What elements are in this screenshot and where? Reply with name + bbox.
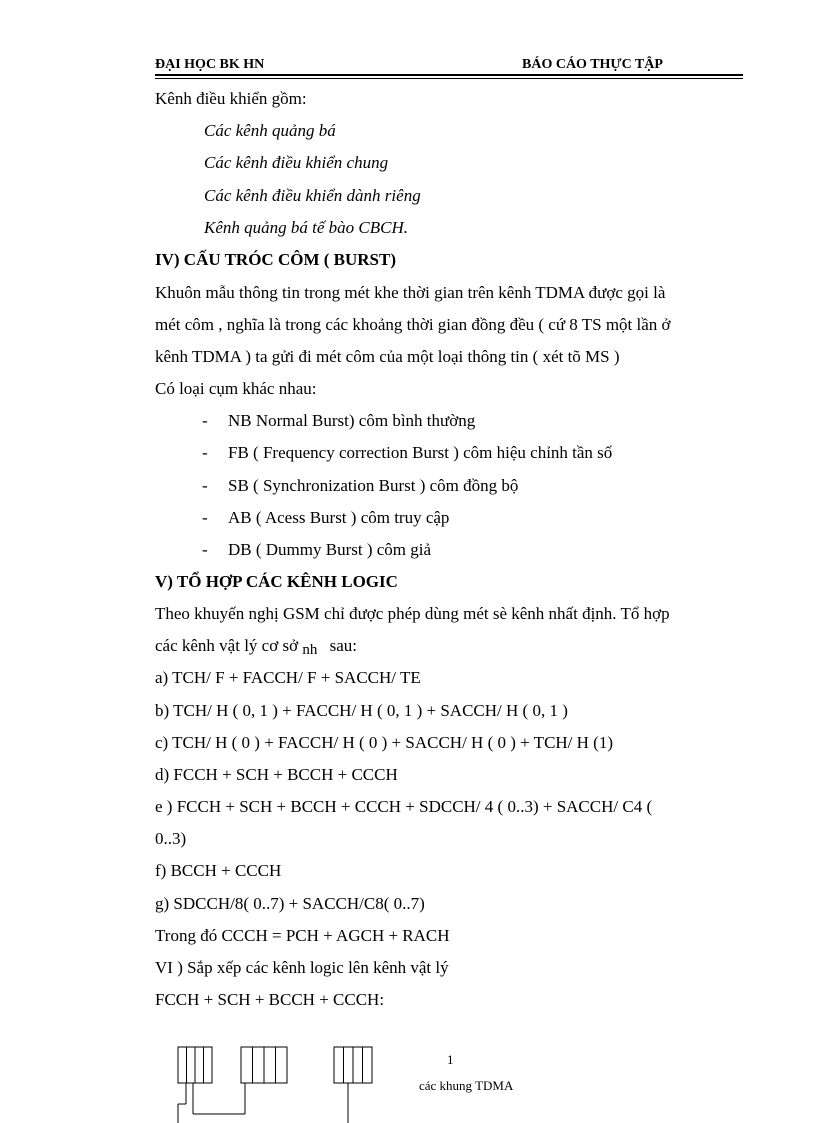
bullet-mark: - [202, 411, 208, 430]
bullet-mark: - [202, 443, 208, 462]
section-4-para-line: mét côm , nghĩa là trong các khoảng thời gian đồng đều ( cứ 8 TS một lần ở [155, 315, 671, 334]
para-text: sau: [329, 636, 357, 655]
combo-line: a) TCH/ F + FACCH/ F + SACCH/ TE [155, 668, 421, 687]
section-5-para-line: Theo khuyến nghị GSM chỉ được phép dùng mét sè kênh nhất định. Tổ hợp [155, 604, 670, 623]
control-intro: Kênh điều khiển gồm: [155, 89, 307, 108]
para-text: các kênh vật lý cơ sở [155, 636, 299, 655]
burst-label: NB Normal Burst) côm bình thường [228, 411, 476, 430]
burst-label: SB ( Synchronization Burst ) côm đồng bộ [228, 476, 519, 495]
tdma-frame-box [334, 1047, 372, 1083]
section-6-title: VI ) Sắp xếp các kênh logic lên kênh vật lý [155, 958, 449, 977]
para-subscript: nh [302, 642, 318, 658]
burst-label: AB ( Acess Burst ) côm truy cập [228, 508, 450, 527]
combo-line: b) TCH/ H ( 0, 1 ) + FACCH/ H ( 0, 1 ) + SACCH/ H ( 0, 1 ) [155, 701, 568, 720]
burst-label: FB ( Frequency correction Burst ) côm hiệu chỉnh tần số [228, 443, 613, 462]
header-report-title: BÁO CÁO THỰC TẬP [522, 57, 663, 72]
bullet-mark: - [202, 540, 208, 559]
ccch-definition: Trong đó CCCH = PCH + AGCH + RACH [155, 926, 450, 945]
burst-label: DB ( Dummy Burst ) côm giả [228, 540, 432, 559]
bullet-mark: - [202, 476, 208, 495]
combo-line: e ) FCCH + SCH + BCCH + CCCH + SDCCH/ 4 ( 0..3) + SACCH/ C4 ( [155, 797, 653, 816]
diagram-number: 1 [447, 1052, 454, 1067]
combo-line: d) FCCH + SCH + BCCH + CCCH [155, 765, 398, 784]
tdma-frame-box [241, 1047, 287, 1083]
control-item: Kênh quảng bá tế bào CBCH. [204, 218, 408, 237]
section-6-formula: FCCH + SCH + BCCH + CCCH: [155, 990, 385, 1009]
section-4-title: IV) CẤU TRÓC CÔM ( BURST) [155, 250, 396, 269]
combo-line: 0..3) [155, 829, 187, 848]
section-4-para-line: Khuôn mẫu thông tin trong mét khe thời gian trên kênh TDMA được gọi là [155, 283, 666, 302]
control-item: Các kênh điều khiển dành riêng [204, 186, 421, 205]
control-item: Các kênh điều khiển chung [204, 153, 389, 172]
combo-line: c) TCH/ H ( 0 ) + FACCH/ H ( 0 ) + SACCH/ H ( 0 ) + TCH/ H (1) [155, 733, 614, 752]
diagram-caption: các khung TDMA [419, 1078, 514, 1093]
bullet-mark: - [202, 508, 208, 527]
frame-connector-lines [178, 1083, 348, 1123]
section-4-para-line: kênh TDMA ) ta gửi đi mét côm của một loại thông tin ( xét tõ MS ) [155, 347, 620, 366]
header-school: ĐẠI HỌC BK HN [155, 57, 265, 72]
burst-types-intro: Có loại cụm khác nhau: [155, 379, 317, 398]
section-5-title: V) TỔ HỢP CÁC KÊNH LOGIC [155, 572, 398, 591]
tdma-frame-box [178, 1047, 212, 1083]
combo-line: f) BCCH + CCCH [155, 861, 282, 880]
control-item: Các kênh quảng bá [204, 121, 336, 140]
combo-line: g) SDCCH/8( 0..7) + SACCH/C8( 0..7) [155, 894, 425, 913]
